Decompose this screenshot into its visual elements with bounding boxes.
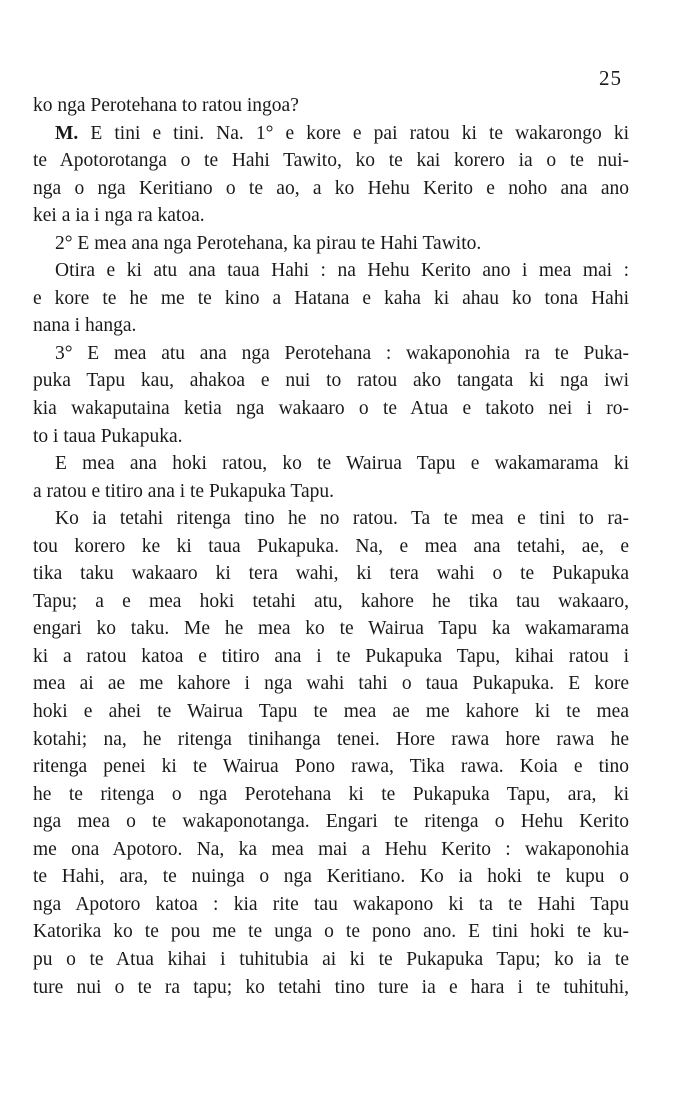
text-line [33,643,629,671]
text-line [33,478,629,506]
text-line [33,285,629,313]
line-text: mea ai ae me kahore i nga wahi tahi o taua Pukapuka. E kore [33,673,629,695]
text-line [33,533,629,561]
body-text [33,92,629,1001]
text-line [33,946,629,974]
text-line [33,836,629,864]
text-line [33,918,629,946]
text-line [33,257,629,285]
line-text: ki a ratou katoa e titiro ana i te Pukapuka Tapu, kihai ratou i [33,645,629,667]
text-line [33,120,629,148]
line-text: me ona Apotoro. Na, ka mea mai a Hehu Kerito : wakaponohia [33,838,629,860]
page-number: 25 [599,66,622,90]
line-text: Katorika ko te pou me te unga o te pono ano. E tini hoki te ku- [33,921,629,943]
line-text: te Hahi, ara, te nuinga o nga Keritiano. Ko ia hoki te kupu o [33,866,629,888]
line-text: ritenga penei ki te Wairua Pono rawa, Tika rawa. Koia e tino [33,756,629,778]
text-line [33,395,629,423]
text-line [33,340,629,368]
line-text: engari ko taku. Me he mea ko te Wairua Tapu ka wakamarama [33,618,629,640]
line-text: nga mea o te wakaponotanga. Engari te ritenga o Hehu Kerito [33,811,629,833]
line-text: e kore te he me te kino a Hatana e kaha ki ahau ko tona Hahi [33,287,629,309]
line-text: nga o nga Keritiano o te ao, a ko Hehu Kerito e noho ana ano [33,177,629,199]
line-text: to i taua Pukapuka. [33,425,183,447]
text-line [33,560,629,588]
line-text: nga Apotoro katoa : kia rite tau wakapono ki ta te Hahi Tapu [33,893,629,915]
line-text: E mea ana hoki ratou, ko te Wairua Tapu e wakamarama ki [55,453,629,475]
text-line [33,147,629,175]
line-text: pu o te Atua kihai i tuhitubia ai ki te Pukapuka Tapu; ko ia te [33,948,629,970]
text-line [33,615,629,643]
text-line [33,312,629,340]
speaker-marker: M. [55,122,79,144]
line-text: Ko ia tetahi ritenga tino he no ratou. Ta te mea e tini to ra- [55,508,629,530]
text-line [33,92,629,120]
text-line [33,423,629,451]
line-text: he te ritenga o nga Perotehana ki te Pukapuka Tapu, ara, ki [33,783,629,805]
line-text: Tapu; a e mea hoki tetahi atu, kahore he tika tau wakaaro, [33,590,629,612]
line-text: 3° E mea atu ana nga Perotehana : wakaponohia ra te Puka- [55,342,629,364]
text-line [33,202,629,230]
line-text: tou korero ke ki taua Pukapuka. Na, e mea ana tetahi, ae, e [33,535,629,557]
line-text: 2° E mea ana nga Perotehana, ka pirau te Hahi Tawito. [55,232,482,254]
line-text: kia wakaputaina ketia nga wakaaro o te Atua e takoto nei i ro- [33,398,629,420]
line-text: ture nui o te ra tapu; ko tetahi tino ture ia e hara i te tuhituhi, [33,976,629,998]
line-text: ko nga Perotehana to ratou ingoa? [33,95,299,116]
line-text: a ratou e titiro ana i te Pukapuka Tapu. [33,480,334,502]
text-line [33,753,629,781]
text-line [33,974,629,1002]
text-line [33,670,629,698]
text-line [33,450,629,478]
text-line [33,698,629,726]
line-text: nana i hanga. [33,315,137,337]
text-line [33,230,629,258]
line-text: kei a ia i nga ra katoa. [33,205,205,227]
line-text: hoki e ahei te Wairua Tapu te mea ae me kahore ki te mea [33,701,629,723]
text-line [33,367,629,395]
text-line [33,726,629,754]
text-line [33,808,629,836]
text-line [33,505,629,533]
line-text: kotahi; na, he ritenga tinihanga tenei. Hore rawa hore rawa he [33,728,629,750]
text-line [33,781,629,809]
line-text: E tini e tini. Na. 1° e kore e pai ratou ki te wakarongo ki [90,122,629,144]
line-text: te Apotorotanga o te Hahi Tawito, ko te kai korero ia o te nui- [33,150,629,172]
text-line [33,863,629,891]
line-text: Otira e ki atu ana taua Hahi : na Hehu Kerito ano i mea mai : [55,260,629,282]
text-line [33,891,629,919]
line-text: puka Tapu kau, ahakoa e nui to ratou ako tangata ki nga iwi [33,370,629,392]
text-line [33,175,629,203]
text-line [33,588,629,616]
line-text: tika taku wakaaro ki tera wahi, ki tera wahi o te Pukapuka [33,563,629,585]
